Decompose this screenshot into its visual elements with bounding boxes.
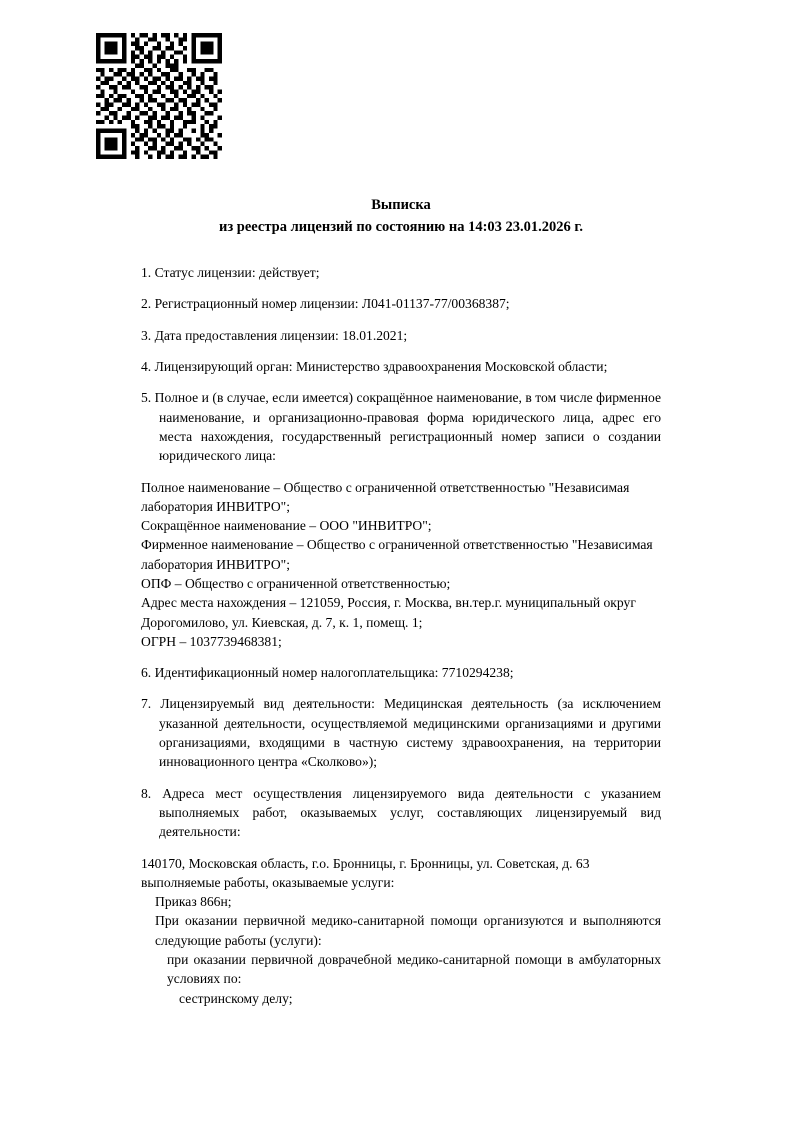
order-reference: Приказ 866н; [155, 894, 232, 910]
works-header: выполняемые работы, оказываемые услуги: [141, 874, 395, 890]
licensing-authority: 4. Лицензирующий орган: Министерство здравоохранения Московской области; [141, 359, 608, 375]
entity-ogrn: ОГРН – 1037739468381; [141, 633, 282, 649]
activity-address-block [141, 854, 661, 1008]
license-date: 3. Дата предоставления лицензии: 18.01.2021; [141, 327, 408, 343]
license-number: 2. Регистрационный номер лицензии: Л041-01137-77/00368387; [141, 296, 510, 312]
entity-legal-form: ОПФ – Общество с ограниченной ответственностью; [141, 575, 451, 591]
primary-care-line: При оказании первичной медико-санитарной помощи организуются и выполняются следующие работы (услуги): [155, 913, 661, 948]
entity-short-name: Сокращённое наименование – ООО "ИНВИТРО"; [141, 518, 432, 534]
outpatient-care-line: при оказании первичной доврачебной медико-санитарной помощи в амбулаторных условиях по: [167, 952, 661, 987]
page-title: Выписка [371, 197, 431, 213]
taxpayer-number: 6. Идентификационный номер налогоплательщика: 7710294238; [141, 665, 514, 681]
license-status: 1. Статус лицензии: действует; [141, 265, 320, 281]
activity-address: 140170, Московская область, г.о. Бронницы, г. Бронницы, ул. Советская, д. 63 [141, 855, 590, 871]
page-subtitle: из реестра лицензий по состоянию на 14:03 23.01.2026 г. [218, 218, 584, 235]
entity-brand-name: Фирменное наименование – Общество с ограниченной ответственностью "Независимая лаборатория ИНВИТРО"; [141, 537, 653, 572]
entity-full-name: Полное наименование – Общество с ограниченной ответственностью "Независимая лаборатория ИНВИТРО"; [141, 479, 630, 514]
qr-code-icon [96, 33, 222, 159]
qr-code-svg [96, 33, 222, 159]
document-content [141, 196, 661, 1020]
entity-naming-clause: 5. Полное и (в случае, если имеется) сокращённое наименование, в том числе фирменное наименование, и организационно-правовая форма юридического лица, адрес его места нахождения, государственный регистрационный номер записи о создании юридического лица: [141, 390, 661, 464]
entity-address: Адрес места нахождения – 121059, Россия, г. Москва, вн.тер.г. муниципальный округ Дорогомилово, ул. Киевская, д. 7, к. 1, помещ. 1; [141, 595, 636, 630]
entity-details [141, 478, 661, 652]
activity-addresses-clause: 8. Адреса мест осуществления лицензируемого вида деятельности с указанием выполняемых работ, оказываемых услуг, составляющих лицензируемый вид деятельности: [141, 785, 661, 840]
licensed-activity: 7. Лицензируемый вид деятельности: Медицинская деятельность (за исключением указанной деятельности, осуществляемой медицинскими организациями и другими организациями, входящими в частную систему здравоохранения, на территории инновационного центра «Сколково»); [141, 696, 661, 770]
service-item: сестринскому делу; [179, 990, 293, 1006]
